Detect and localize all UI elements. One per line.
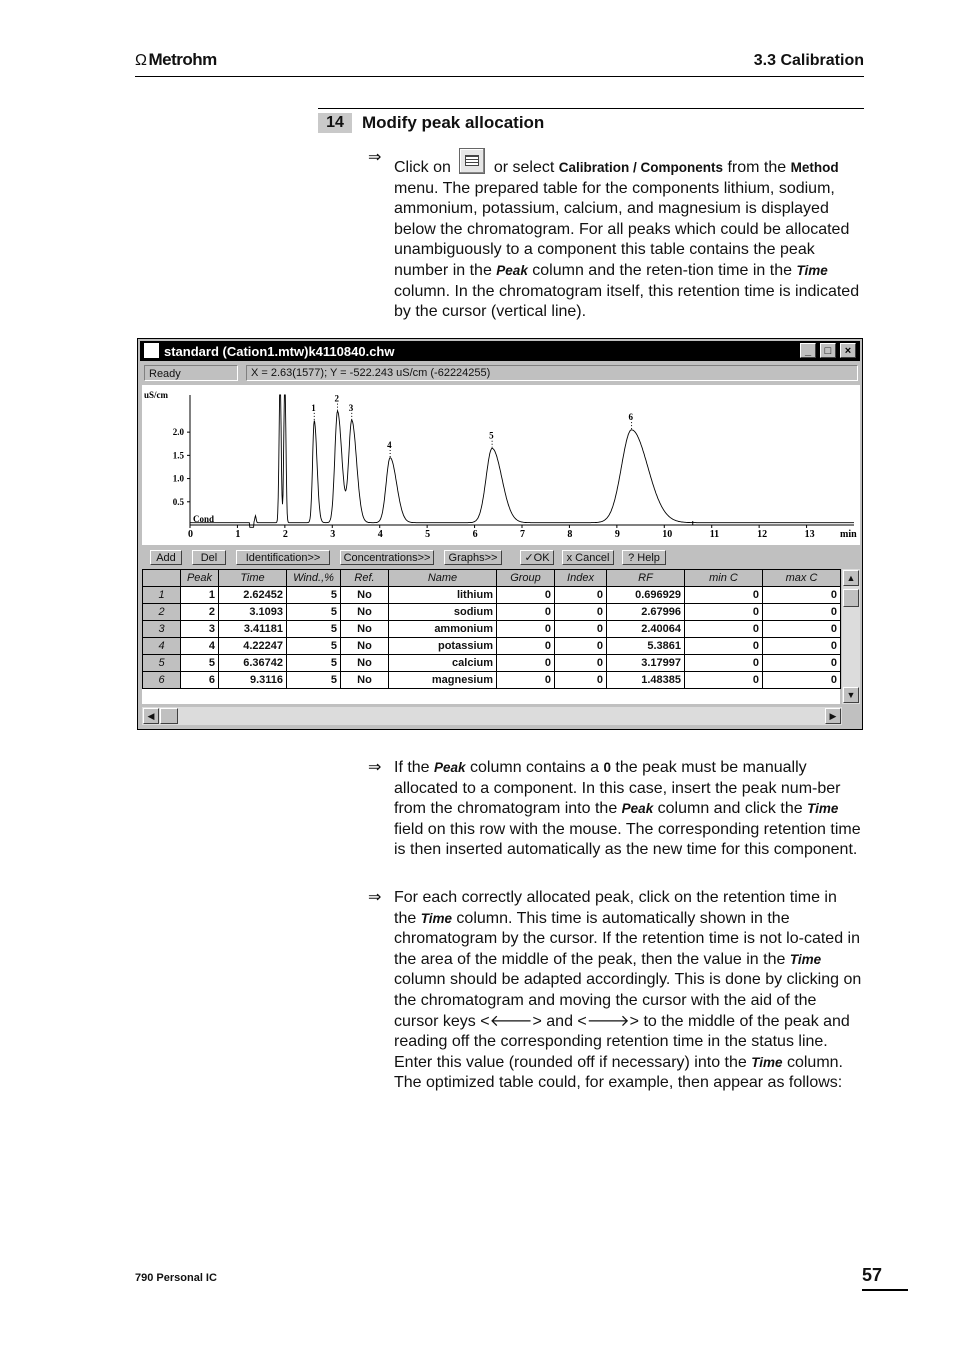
text: column. This time is automatically shown in the chromatogram by the cursor. If the retention time is not lo-cated in the area of the middle of the peak, then the value in the xyxy=(394,909,860,968)
text: Click on xyxy=(394,159,451,176)
text: column and the reten-tion time in the xyxy=(532,261,792,279)
cell-index[interactable]: 0 xyxy=(555,604,607,621)
cell-wind[interactable]: 5 xyxy=(287,672,341,689)
cell-minc[interactable]: 0 xyxy=(685,604,763,621)
cell-maxc[interactable]: 0 xyxy=(763,621,841,638)
paragraph-text xyxy=(394,758,862,861)
implies-icon: ⇒ xyxy=(368,759,382,776)
cell-group[interactable]: 0 xyxy=(497,638,555,655)
implies-icon: ⇒ xyxy=(368,149,382,166)
cell-rf[interactable]: 1.48385 xyxy=(607,672,685,689)
text: column and click the xyxy=(657,800,803,818)
cell-rf[interactable]: 2.67996 xyxy=(607,604,685,621)
keyword-time: Time xyxy=(420,910,452,926)
corner-cell xyxy=(143,570,181,587)
x-axis-label: min xyxy=(840,529,857,540)
signal-trace xyxy=(190,395,854,527)
ok-button[interactable]: ✓OK xyxy=(520,550,554,565)
row-header[interactable]: 4 xyxy=(143,638,181,655)
cell-name[interactable]: potassium xyxy=(389,638,497,655)
peak-label: 1 xyxy=(311,402,316,413)
paragraph-manual-allocation xyxy=(368,758,862,861)
cell-wind[interactable]: 5 xyxy=(287,638,341,655)
vertical-scrollbar[interactable] xyxy=(842,569,860,704)
column-header[interactable]: Ref. xyxy=(341,570,389,587)
cell-time[interactable]: 3.41181 xyxy=(219,621,287,638)
keyword-time: Time xyxy=(796,262,828,278)
cell-index[interactable]: 0 xyxy=(555,672,607,689)
scroll-up-icon[interactable]: ▲ xyxy=(843,570,859,586)
menu-components: Components xyxy=(640,160,724,175)
cell-group[interactable]: 0 xyxy=(497,621,555,638)
cell-ref[interactable]: No xyxy=(341,672,389,689)
add-button[interactable]: Add xyxy=(150,550,182,565)
keyword-time: Time xyxy=(751,1054,783,1070)
chromatogram-window xyxy=(137,338,863,730)
cell-minc[interactable]: 0 xyxy=(685,587,763,604)
step-rule xyxy=(318,108,864,109)
text: column. The optimized table could, for example, then appear as follows: xyxy=(394,1053,843,1092)
column-header[interactable]: Wind.,% xyxy=(287,570,341,587)
cell-time[interactable]: 3.1093 xyxy=(219,604,287,621)
cell-index[interactable]: 0 xyxy=(555,638,607,655)
paragraph-click-on xyxy=(368,148,862,323)
graphs-button[interactable]: Graphs>> xyxy=(444,550,502,565)
status-coordinates: X = 2.63(1577); Y = -522.243 uS/cm (-62224255) xyxy=(246,365,858,381)
hscroll-thumb[interactable] xyxy=(160,708,178,724)
scroll-left-icon[interactable]: ◀ xyxy=(143,708,159,724)
cell-time[interactable]: 6.36742 xyxy=(219,655,287,672)
table-row[interactable] xyxy=(143,621,841,638)
cell-index[interactable]: 0 xyxy=(555,621,607,638)
peak-label: 5 xyxy=(489,430,494,441)
peak-label: 3 xyxy=(348,402,354,413)
x-tick-label: 1 xyxy=(235,529,241,540)
omega-icon: Ω xyxy=(135,52,147,69)
footer-rule xyxy=(862,1289,908,1291)
cell-peak[interactable]: 2 xyxy=(181,604,219,621)
step-number: 14 xyxy=(318,113,352,133)
page-number: 57 xyxy=(862,1265,883,1285)
app-icon xyxy=(144,343,159,358)
cell-group[interactable]: 0 xyxy=(497,672,555,689)
cell-ref[interactable]: No xyxy=(341,655,389,672)
step-title: Modify peak allocation xyxy=(362,113,545,132)
close-button[interactable]: × xyxy=(840,343,856,358)
cell-rf[interactable]: 2.40064 xyxy=(607,621,685,638)
del-button[interactable]: Del xyxy=(192,550,226,565)
x-tick-label: 10 xyxy=(662,529,673,540)
keyword-zero: 0 xyxy=(603,760,611,775)
cell-wind[interactable]: 5 xyxy=(287,604,341,621)
x-tick-label: 11 xyxy=(709,529,720,540)
cell-minc[interactable]: 0 xyxy=(685,621,763,638)
y-tick-label: 0.5 xyxy=(172,496,184,507)
cell-peak[interactable]: 1 xyxy=(181,587,219,604)
cell-group[interactable]: 0 xyxy=(497,655,555,672)
cell-ref[interactable]: No xyxy=(341,587,389,604)
title-bar xyxy=(140,341,860,361)
button-bar xyxy=(142,549,858,567)
cell-minc[interactable]: 0 xyxy=(685,638,763,655)
paragraph-adjust-time xyxy=(368,888,862,1094)
chromatogram-svg[interactable] xyxy=(142,385,860,545)
cell-index[interactable]: 0 xyxy=(555,587,607,604)
text: menu. The prepared table for the components lithium, sodium, ammonium, potassium, calcium, and magnesium is displayed below the chromatogram. For all peaks which could be allocated unambiguously to a component this table contains the peak number in the xyxy=(394,179,850,279)
text: or select xyxy=(493,159,555,176)
chromatogram-plot[interactable] xyxy=(142,385,860,545)
cell-rf[interactable]: 5.3861 xyxy=(607,638,685,655)
identification-button[interactable]: Identification>> xyxy=(236,550,330,565)
y-axis-label: uS/cm xyxy=(144,390,169,400)
header-rule xyxy=(135,76,864,77)
cell-wind[interactable]: 5 xyxy=(287,655,341,672)
row-header[interactable]: 1 xyxy=(143,587,181,604)
components-table-icon[interactable] xyxy=(459,148,485,174)
column-header[interactable]: min C xyxy=(685,570,763,587)
x-tick-label: 7 xyxy=(520,529,525,540)
x-tick-label: 12 xyxy=(757,529,768,540)
cancel-button[interactable]: x Cancel xyxy=(562,550,614,565)
keyword-peak: Peak xyxy=(621,801,654,817)
column-header[interactable]: Name xyxy=(389,570,497,587)
x-tick-label: 4 xyxy=(377,529,383,540)
text: the peak must be manually allocated to a component. In this case, insert the peak num-ber from the chromatogram into the xyxy=(394,759,841,818)
column-header[interactable]: Group xyxy=(497,570,555,587)
scroll-right-icon[interactable]: ▶ xyxy=(825,708,841,724)
paragraph-text xyxy=(394,148,862,323)
x-tick-label: 9 xyxy=(614,529,620,540)
cell-peak[interactable]: 3 xyxy=(181,621,219,638)
table-header-row xyxy=(143,570,841,587)
column-header[interactable]: Peak xyxy=(181,570,219,587)
cell-rf[interactable]: 3.17997 xyxy=(607,655,685,672)
product-name: 790 Personal IC xyxy=(135,1272,217,1284)
cell-maxc[interactable]: 0 xyxy=(763,638,841,655)
row-header[interactable]: 3 xyxy=(143,621,181,638)
cell-peak[interactable]: 5 xyxy=(181,655,219,672)
column-header[interactable]: Time xyxy=(219,570,287,587)
cell-name[interactable]: calcium xyxy=(389,655,497,672)
cell-rf[interactable]: 0.696929 xyxy=(607,587,685,604)
x-tick-label: 13 xyxy=(804,529,815,540)
status-line xyxy=(142,365,858,383)
cell-maxc[interactable]: 0 xyxy=(763,672,841,689)
text: column contains a xyxy=(470,759,599,776)
cell-ref[interactable]: No xyxy=(341,638,389,655)
y-tick-label: 1.0 xyxy=(172,473,184,484)
cell-wind[interactable]: 5 xyxy=(287,587,341,604)
implies-icon: ⇒ xyxy=(368,889,382,906)
cell-maxc[interactable]: 0 xyxy=(763,604,841,621)
cell-peak[interactable]: 4 xyxy=(181,638,219,655)
x-tick-label: 0 xyxy=(188,529,193,540)
y-tick-label: 2.0 xyxy=(172,427,184,438)
text: For each correctly allocated peak, click on the retention time in the xyxy=(394,889,837,927)
table-row[interactable] xyxy=(143,587,841,604)
section-title: 3.3 Calibration xyxy=(753,52,864,69)
row-header[interactable]: 2 xyxy=(143,604,181,621)
menu-calibration: Calibration xyxy=(558,160,630,175)
cell-time[interactable]: 4.22247 xyxy=(219,638,287,655)
cell-group[interactable]: 0 xyxy=(497,587,555,604)
keyword-peak: Peak xyxy=(496,262,528,278)
table-row[interactable] xyxy=(143,638,841,655)
text: If the xyxy=(394,759,430,776)
text: field on this row with the mouse. The corresponding retention time is then inserted automatically as the new time for this component. xyxy=(394,820,861,859)
cell-time[interactable]: 9.3116 xyxy=(219,672,287,689)
logo-text: Metrohm xyxy=(148,50,217,69)
text: from the xyxy=(727,159,787,176)
peak-label: 6 xyxy=(628,412,634,423)
cell-group[interactable]: 0 xyxy=(497,604,555,621)
keyword-peak: Peak xyxy=(434,760,466,775)
scroll-down-icon[interactable]: ▼ xyxy=(843,687,859,703)
help-button[interactable]: ? Help xyxy=(622,550,666,565)
cell-maxc[interactable]: 0 xyxy=(763,587,841,604)
table-row[interactable] xyxy=(143,655,841,672)
row-header[interactable]: 5 xyxy=(143,655,181,672)
keyword-time: Time xyxy=(789,951,822,967)
column-header[interactable]: RF xyxy=(607,570,685,587)
peak-label: 4 xyxy=(387,440,392,450)
text: column. In the chromatogram itself, this retention time is indicated by the cursor (vertical line). xyxy=(394,282,860,321)
cell-peak[interactable]: 6 xyxy=(181,672,219,689)
x-tick-label: 6 xyxy=(472,529,478,540)
x-tick-label: 2 xyxy=(282,529,288,540)
cell-wind[interactable]: 5 xyxy=(287,621,341,638)
corner-label: Cond xyxy=(193,514,215,524)
column-header[interactable]: Index xyxy=(555,570,607,587)
cell-ref[interactable]: No xyxy=(341,621,389,638)
cell-minc[interactable]: 0 xyxy=(685,672,763,689)
concentrations-button[interactable]: Concentrations>> xyxy=(340,550,434,565)
cell-ref[interactable]: No xyxy=(341,604,389,621)
cell-name[interactable]: lithium xyxy=(389,587,497,604)
x-tick-label: 8 xyxy=(567,529,573,540)
keyword-time: Time xyxy=(807,801,839,817)
peak-label: 2 xyxy=(334,393,340,404)
cell-name[interactable]: sodium xyxy=(389,604,497,621)
components-table xyxy=(142,569,840,704)
cell-name[interactable]: ammonium xyxy=(389,621,497,638)
table-row[interactable] xyxy=(143,604,841,621)
cell-minc[interactable]: 0 xyxy=(685,655,763,672)
status-ready: Ready xyxy=(144,365,238,381)
cell-index[interactable]: 0 xyxy=(555,655,607,672)
x-tick-label: 3 xyxy=(330,529,336,540)
minimize-button[interactable]: _ xyxy=(800,343,816,358)
metrohm-logo xyxy=(135,50,217,70)
scroll-thumb[interactable] xyxy=(843,589,859,607)
x-tick-label: 5 xyxy=(425,529,431,540)
paragraph-text xyxy=(394,888,862,1094)
text: / xyxy=(629,160,641,175)
cell-time[interactable]: 2.62452 xyxy=(219,587,287,604)
maximize-button[interactable]: □ xyxy=(820,343,836,358)
horizontal-scrollbar[interactable] xyxy=(142,707,842,725)
window-title: standard (Cation1.mtw)k4110840.chw xyxy=(164,344,395,359)
column-header[interactable]: max C xyxy=(763,570,841,587)
cell-maxc[interactable]: 0 xyxy=(763,655,841,672)
menu-method: Method xyxy=(790,160,839,175)
row-header[interactable]: 6 xyxy=(143,672,181,689)
table-row[interactable] xyxy=(143,672,841,689)
cell-name[interactable]: magnesium xyxy=(389,672,497,689)
text: column should be adapted accordingly. This is done by clicking on the chromatogram and moving the cursor with the aid of the cursor keys <🡐> and <🡒> to the middle of the peak and reading off the corresponding retention time in the status line. Enter this value (rounded off if necessary) into the xyxy=(394,971,862,1071)
y-tick-label: 1.5 xyxy=(172,450,184,461)
